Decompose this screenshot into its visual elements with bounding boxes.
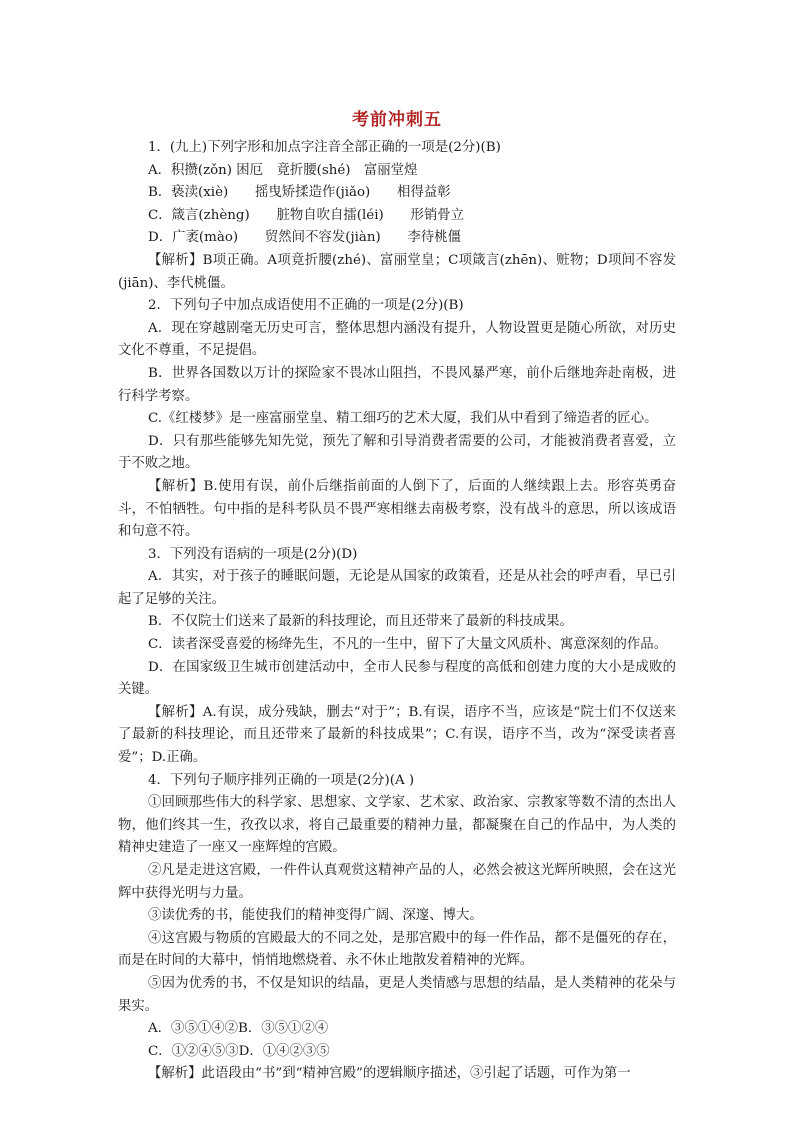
question-2-option-d: D．只有那些能够先知先觉，预先了解和引导消费者需要的公司，才能被消费者喜爱，立于不败之地。 bbox=[118, 433, 676, 472]
question-4-sentence-1: ①回顾那些伟大的科学家、思想家、文学家、艺术家、政治家、宗教家等数不清的杰出人物，他们终其一生，孜孜以求，将自己最重要的精神力量，都凝聚在自己的作品中，为人类的精神史建造了一座又一座辉煌的宫殿。 bbox=[118, 795, 676, 856]
page-title: 考前冲刺五 bbox=[352, 110, 442, 130]
question-2-stem: 2．下列句子中加点成语使用不正确的一项是(2分)(B) bbox=[148, 298, 464, 314]
question-1-stem: 1．(九上)下列字形和加点字注音全部正确的一项是(2分)(B) bbox=[148, 140, 501, 155]
question-1-option-a: A．积攒(zǒn) 困厄 竟折腰(shé) 富丽堂煌 bbox=[148, 162, 418, 178]
question-2-option-b: B．世界各国数以万计的探险家不畏冰山阻挡，不畏风暴严寒，前仆后继地奔赴南极，进行科学考察。 bbox=[118, 365, 676, 404]
question-1-option-b: B．亵渎(xiè) 摇曳矫揉造作(jiǎo) 相得益彰 bbox=[148, 185, 451, 201]
question-1-option-c: C．箴言(zhèng) 脏物自吹自擂(léi) 形销骨立 bbox=[148, 207, 465, 223]
question-2-analysis: 【解析】B.使用有误，前仆后继指前面的人倒下了，后面的人继续跟上去。形容英勇奋斗，不怕牺牲。句中指的是科考队员不畏严寒相继去南极考察，没有战斗的意思，所以该成语和句意不符。 bbox=[118, 478, 676, 540]
question-4-sentence-5: ⑤因为优秀的书，不仅是知识的结晶，更是人类情感与思想的结晶，是人类精神的花朵与果实。 bbox=[118, 975, 676, 1014]
question-1-analysis: 【解析】B项正确。A项竟折腰(zhé)、富丽堂皇；C项箴言(zhēn)、赃物；D项间不容发(jiān)、李代桃僵。 bbox=[118, 252, 676, 291]
document-body bbox=[118, 137, 676, 1086]
question-4-options-ab: A．③⑤①④②B．③⑤①②④ bbox=[148, 1021, 329, 1037]
question-3-option-a: A．其实，对于孩子的睡眠问题，无论是从国家的政策看，还是从社会的呼声看，早已引起了足够的关注。 bbox=[118, 569, 676, 607]
question-3-option-d: D．在国家级卫生城市创建活动中，全市人民参与程度的高低和创建力度的大小是成败的关键。 bbox=[118, 659, 676, 698]
question-3-analysis: 【解析】A.有误，成分残缺，删去“对于”；B.有误，语序不当，应该是“院士们不仅送来了最新的科技理论，而且还带来了最新的科技成果”；C.有误，语序不当，改为“深受读者喜爱”；D.正确。 bbox=[118, 704, 676, 766]
question-2-option-c: C.《红楼梦》是一座富丽堂皇、精工细巧的艺术大厦，我们从中看到了缔造者的匠心。 bbox=[148, 411, 658, 427]
question-4-stem: 4．下列句子顺序排列正确的一项是(2分)(A ) bbox=[148, 772, 415, 788]
question-4-sentence-3: ③读优秀的书，能使我们的精神变得广阔、深邃、博大。 bbox=[148, 908, 483, 924]
question-1-option-d: D．广袤(mào) 贸然间不容发(jiàn) 李待桃僵 bbox=[148, 230, 462, 246]
question-3-option-c: C．读者深受喜爱的杨绛先生，不凡的一生中，留下了大量文风质朴、寓意深刻的作品。 bbox=[148, 637, 668, 653]
question-4-options-cd: C．①②④⑤③D．①④②③⑤ bbox=[148, 1043, 330, 1059]
question-4-sentence-2: ②凡是走进这宫殿，一件件认真观赏这精神产品的人，必然会被这光辉所映照，会在这光辉中获得光明与力量。 bbox=[118, 863, 676, 901]
question-4-sentence-4: ④这宫殿与物质的宫殿最大的不同之处，是那宫殿中的每一件作品，都不是僵死的存在，而是在时间的大幕中，悄悄地燃烧着、永不休止地散发着精神的光辉。 bbox=[118, 930, 676, 969]
question-4-analysis: 【解析】此语段由“书”到“精神宫殿”的逻辑顺序描述，③引起了话题，可作为第一 bbox=[148, 1066, 631, 1082]
question-2-option-a: A．现在穿越剧毫无历史可言，整体思想内涵没有提升，人物设置更是随心所欲，对历史文化不尊重，不足提倡。 bbox=[118, 320, 676, 359]
question-3-option-b: B．不仅院士们送来了最新的科技理论，而且还带来了最新的科技成果。 bbox=[148, 614, 573, 630]
question-3-stem: 3．下列没有语病的一项是(2分)(D) bbox=[148, 546, 358, 562]
